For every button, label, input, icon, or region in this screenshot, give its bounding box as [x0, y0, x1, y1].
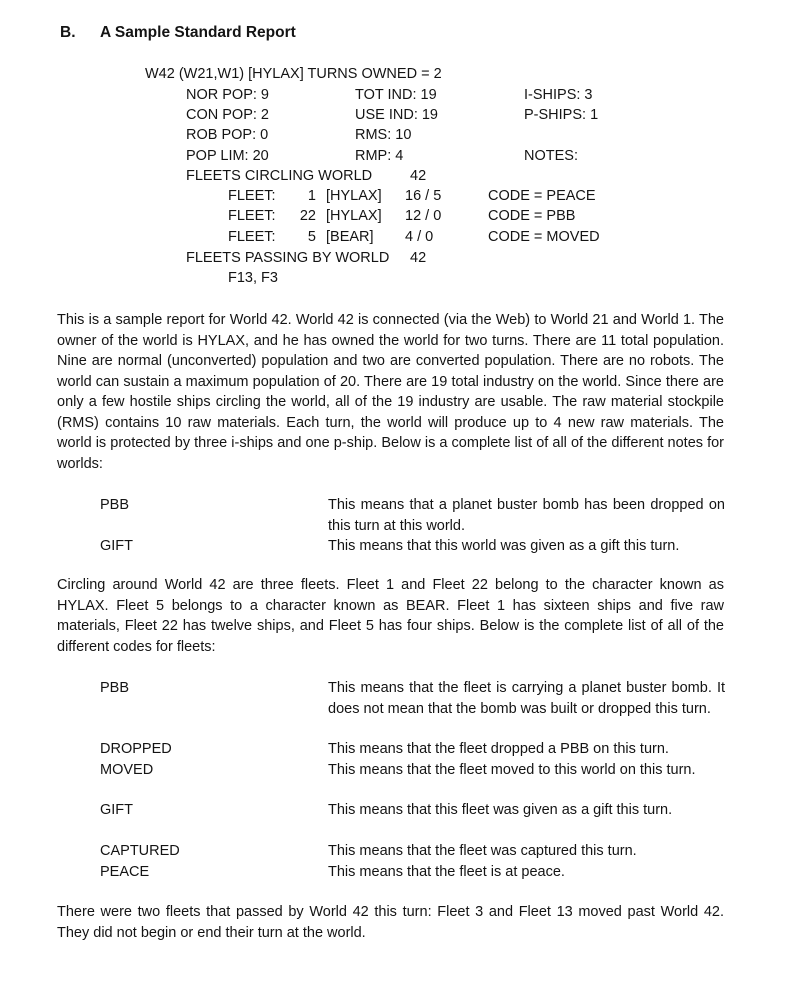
stat-i-ships: I-SHIPS: 3	[524, 87, 593, 103]
code-term: PEACE	[100, 864, 150, 880]
note-term: PBB	[100, 497, 130, 513]
stat-con-pop: CON POP: 2	[186, 107, 269, 123]
fleets-circling-world: 42	[410, 168, 427, 184]
paragraph-circling-fleets: Circling around World 42 are three fleets. Fleet 1 and Fleet 22 belong to the character known as HYLAX. Fleet 5 belongs to a character known as BEAR. Fleet 1 has sixteen ships and five raw materials, Fleet 22 has twelve ships, and Fleet 5 has four ships. Below is the complete list of all of the different codes for fleets:	[57, 577, 724, 655]
fleet-label: FLEET:	[228, 208, 276, 224]
note-term: GIFT	[100, 538, 134, 554]
code-definition: This means that the fleet dropped a PBB on this turn.	[328, 741, 669, 757]
code-definition: This means that the fleet is at peace.	[328, 864, 565, 880]
code-term: MOVED	[100, 762, 154, 778]
section-number: B.	[60, 24, 76, 41]
fleets-circling-label: FLEETS CIRCLING WORLD	[186, 168, 373, 184]
fleets-passing-world: 42	[410, 250, 427, 266]
paragraph-passing-fleets: There were two fleets that passed by World 42 this turn: Fleet 3 and Fleet 13 moved past World 42. They did not begin or end their turn at the world.	[57, 904, 724, 941]
stat-rob-pop: ROB POP: 0	[186, 127, 269, 143]
section-heading	[60, 22, 296, 44]
code-definition: This means that the fleet is carrying a planet buster bomb. It does not mean that the bomb was built or dropped this turn.	[328, 680, 725, 717]
fleet-ships: 16 / 5	[405, 188, 442, 204]
code-term: CAPTURED	[100, 843, 180, 859]
code-definition: This means that the fleet was captured this turn.	[328, 843, 637, 859]
fleet-id: 5	[307, 229, 316, 245]
note-definition: This means that a planet buster bomb has been dropped on this turn at this world.	[328, 497, 725, 534]
stat-notes: NOTES:	[524, 148, 578, 164]
fleet-ships: 4 / 0	[405, 229, 434, 245]
fleet-code: CODE = MOVED	[488, 229, 600, 245]
stat-rmp: RMP: 4	[355, 148, 404, 164]
report-header: W42 (W21,W1) [HYLAX] TURNS OWNED = 2	[145, 66, 442, 82]
stat-use-ind: USE IND: 19	[355, 107, 438, 123]
stat-rms: RMS: 10	[355, 127, 412, 143]
stat-tot-ind: TOT IND: 19	[355, 87, 437, 103]
fleet-id: 1	[307, 188, 316, 204]
stat-nor-pop: NOR POP: 9	[186, 87, 269, 103]
fleet-id: 22	[299, 208, 316, 224]
code-definition: This means that the fleet moved to this world on this turn.	[328, 762, 696, 778]
fleet-ships: 12 / 0	[405, 208, 442, 224]
code-term: DROPPED	[100, 741, 172, 757]
fleet-owner: [HYLAX]	[326, 188, 382, 204]
fleet-code: CODE = PBB	[488, 208, 576, 224]
section-title: A Sample Standard Report	[100, 24, 296, 41]
fleet-label: FLEET:	[228, 229, 276, 245]
note-definition: This means that this world was given as a gift this turn.	[328, 538, 680, 554]
code-term: GIFT	[100, 802, 134, 818]
code-definition: This means that this fleet was given as a gift this turn.	[328, 802, 673, 818]
stat-pop-lim: POP LIM: 20	[186, 148, 269, 164]
fleets-passing-label: FLEETS PASSING BY WORLD	[186, 250, 390, 266]
code-term: PBB	[100, 680, 130, 696]
fleet-code: CODE = PEACE	[488, 188, 596, 204]
fleets-passing-list: F13, F3	[228, 270, 278, 286]
paragraph-world-description: This is a sample report for World 42. World 42 is connected (via the Web) to World 21 and World 1. The owner of the world is HYLAX, and he has owned the world for two turns. There are 11 total population. Nine are normal (unconverted) population and two are converted population. There are no robots. The world can sustain a maximum population of 20. There are 19 total industry on the world. Since there are only a few hostile ships circling the world, all of the 19 industry are usable. The raw material stockpile (RMS) contains 10 raw materials. Each turn, the world will produce up to 4 new raw materials. The world is protected by three i-ships and one p-ship. Below is a complete list of all of the different notes for worlds:	[57, 312, 724, 472]
stat-p-ships: P-SHIPS: 1	[524, 107, 599, 123]
fleet-owner: [BEAR]	[326, 229, 374, 245]
fleet-owner: [HYLAX]	[326, 208, 382, 224]
fleet-label: FLEET:	[228, 188, 276, 204]
